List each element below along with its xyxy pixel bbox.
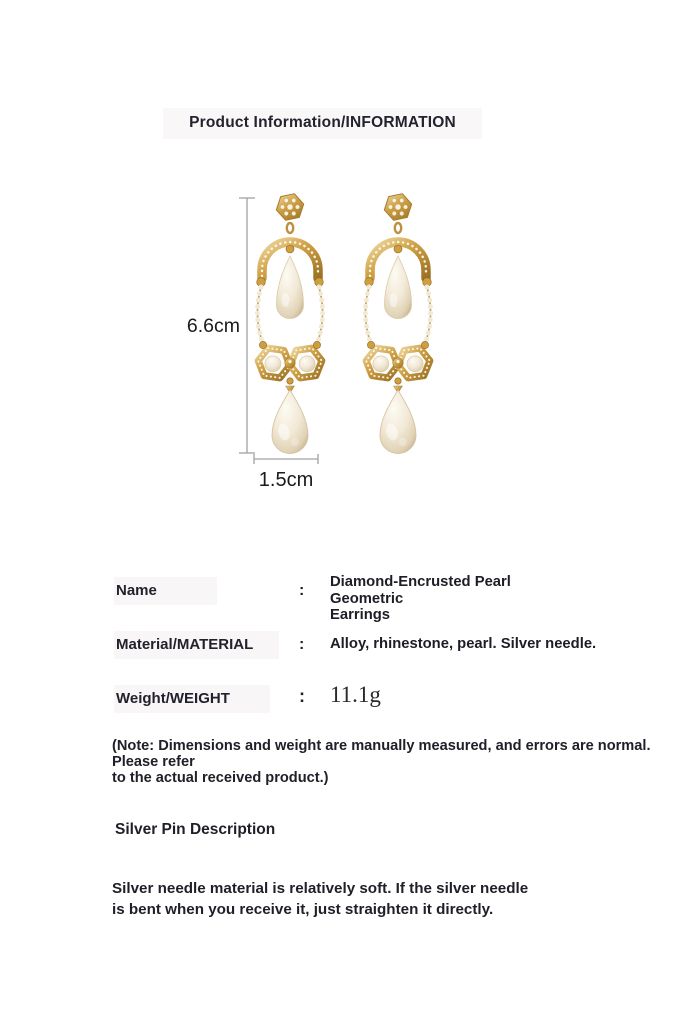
measurement-note — [112, 739, 668, 786]
measurement-note-line2: to the actual received product.) — [112, 769, 329, 786]
spec-label-name: Name — [114, 577, 217, 605]
spec-colon: : — [299, 686, 305, 706]
page-title-row — [0, 108, 645, 139]
spec-value-material: Alloy, rhinestone, pearl. Silver needle. — [330, 636, 597, 652]
spec-colon: : — [299, 636, 305, 653]
spec-label-weight: Weight/WEIGHT — [114, 685, 270, 713]
left-earring — [256, 190, 324, 454]
spec-value-name — [330, 574, 585, 624]
measurement-note-line1: (Note: Dimensions and weight are manually measured, and errors are normal. Please refer — [112, 738, 651, 770]
spec-value-weight: 11.1g — [330, 682, 381, 707]
spec-label-material: Material/MATERIAL — [114, 631, 279, 659]
spec-colon: : — [299, 582, 305, 599]
page-title: Product Information/INFORMATION — [163, 108, 482, 139]
width-dimension-label: 1.5cm — [258, 469, 314, 491]
silver-pin-description — [112, 879, 528, 920]
spec-value-name-line2: Earrings — [330, 607, 391, 623]
spec-value-name-line1: Diamond-Encrusted Pearl Geometric — [330, 574, 511, 607]
earrings-product-image — [0, 170, 674, 510]
silver-pin-description-line2: is bent when you receive it, just straighten it directly. — [112, 900, 494, 918]
silver-pin-description-line1: Silver needle material is relatively soft. If the silver needle — [112, 880, 529, 897]
right-earring — [364, 190, 432, 454]
height-dimension-label: 6.6cm — [186, 315, 240, 337]
silver-pin-heading: Silver Pin Description — [115, 821, 276, 838]
